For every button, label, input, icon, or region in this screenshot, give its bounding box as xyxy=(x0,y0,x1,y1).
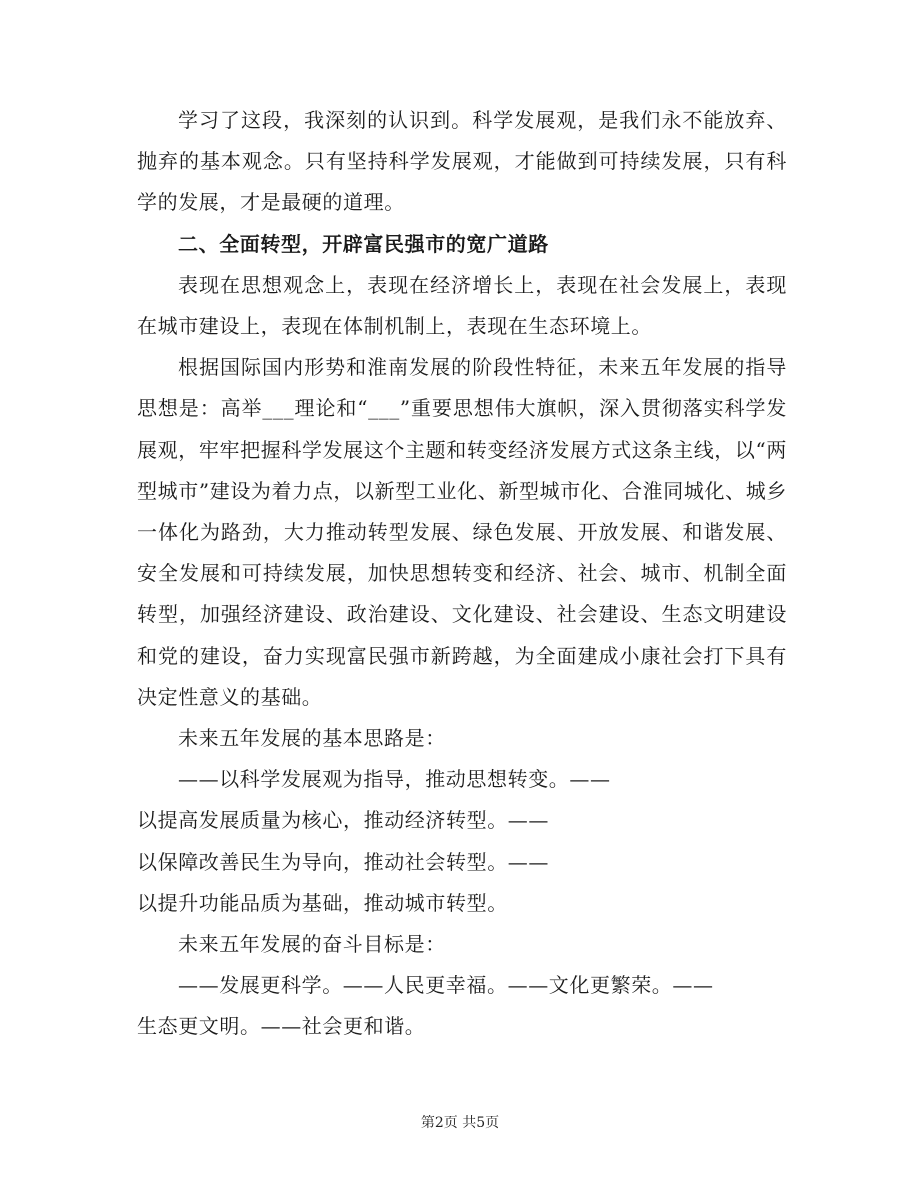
list-item-approach-3: 以保障改善民生为导向，推动社会转型。—— xyxy=(137,849,549,874)
list-item-approach-4: 以提升功能品质为基础，推动城市转型。 xyxy=(137,890,508,915)
paragraph-guiding-ideology: 根据国际国内形势和淮南发展的阶段性特征，未来五年发展的指导思想是：高举___理论和“___”重要思想伟大旗帜，深入贯彻落实科学发展观，牢牢把握科学发展这个主题和转变经济发展方式这条主线，以“两型城市”建设为着力点，以新型工业化、新型城市化、合淮同城化、城乡一体化为路劲，大力推动转型发展、绿色发展、开放发展、和谐发展、安全发展和可持续发展，加快思想转变和经济、社会、城市、机制全面转型，加强经济建设、政治建设、文化建设、社会建设、生态文明建设和党的建设，奋力实现富民强市新跨越，为全面建成小康社会打下具有决定性意义的基础。 xyxy=(137,355,787,709)
list-item-goals-1: ——发展更科学。——人民更幸福。——文化更繁荣。—— xyxy=(178,973,714,998)
document-body xyxy=(137,100,787,1048)
section-heading: 二、全面转型，开辟富民强市的宽广道路 xyxy=(178,231,549,256)
paragraph-basic-approach-intro: 未来五年发展的基本思路是： xyxy=(178,726,446,751)
page-number: 第2页 共5页 xyxy=(420,1115,500,1131)
list-item-approach-1: ——以科学发展观为指导，推动思想转变。—— xyxy=(178,767,611,792)
list-item-approach-2: 以提高发展质量为核心，推动经济转型。—— xyxy=(137,808,549,833)
paragraph-goals-intro: 未来五年发展的奋斗目标是： xyxy=(178,932,446,957)
list-item-goals-2: 生态更文明。——社会更和谐。 xyxy=(137,1014,426,1039)
paragraph-manifestations: 表现在思想观念上，表现在经济增长上，表现在社会发展上，表现在城市建设上，表现在体制机制上，表现在生态环境上。 xyxy=(137,272,787,339)
paragraph-reflection: 学习了这段，我深刻的认识到。科学发展观，是我们永不能放弃、抛弃的基本观念。只有坚持科学发展观，才能做到可持续发展，只有科学的发展，才是最硬的道理。 xyxy=(137,108,787,215)
